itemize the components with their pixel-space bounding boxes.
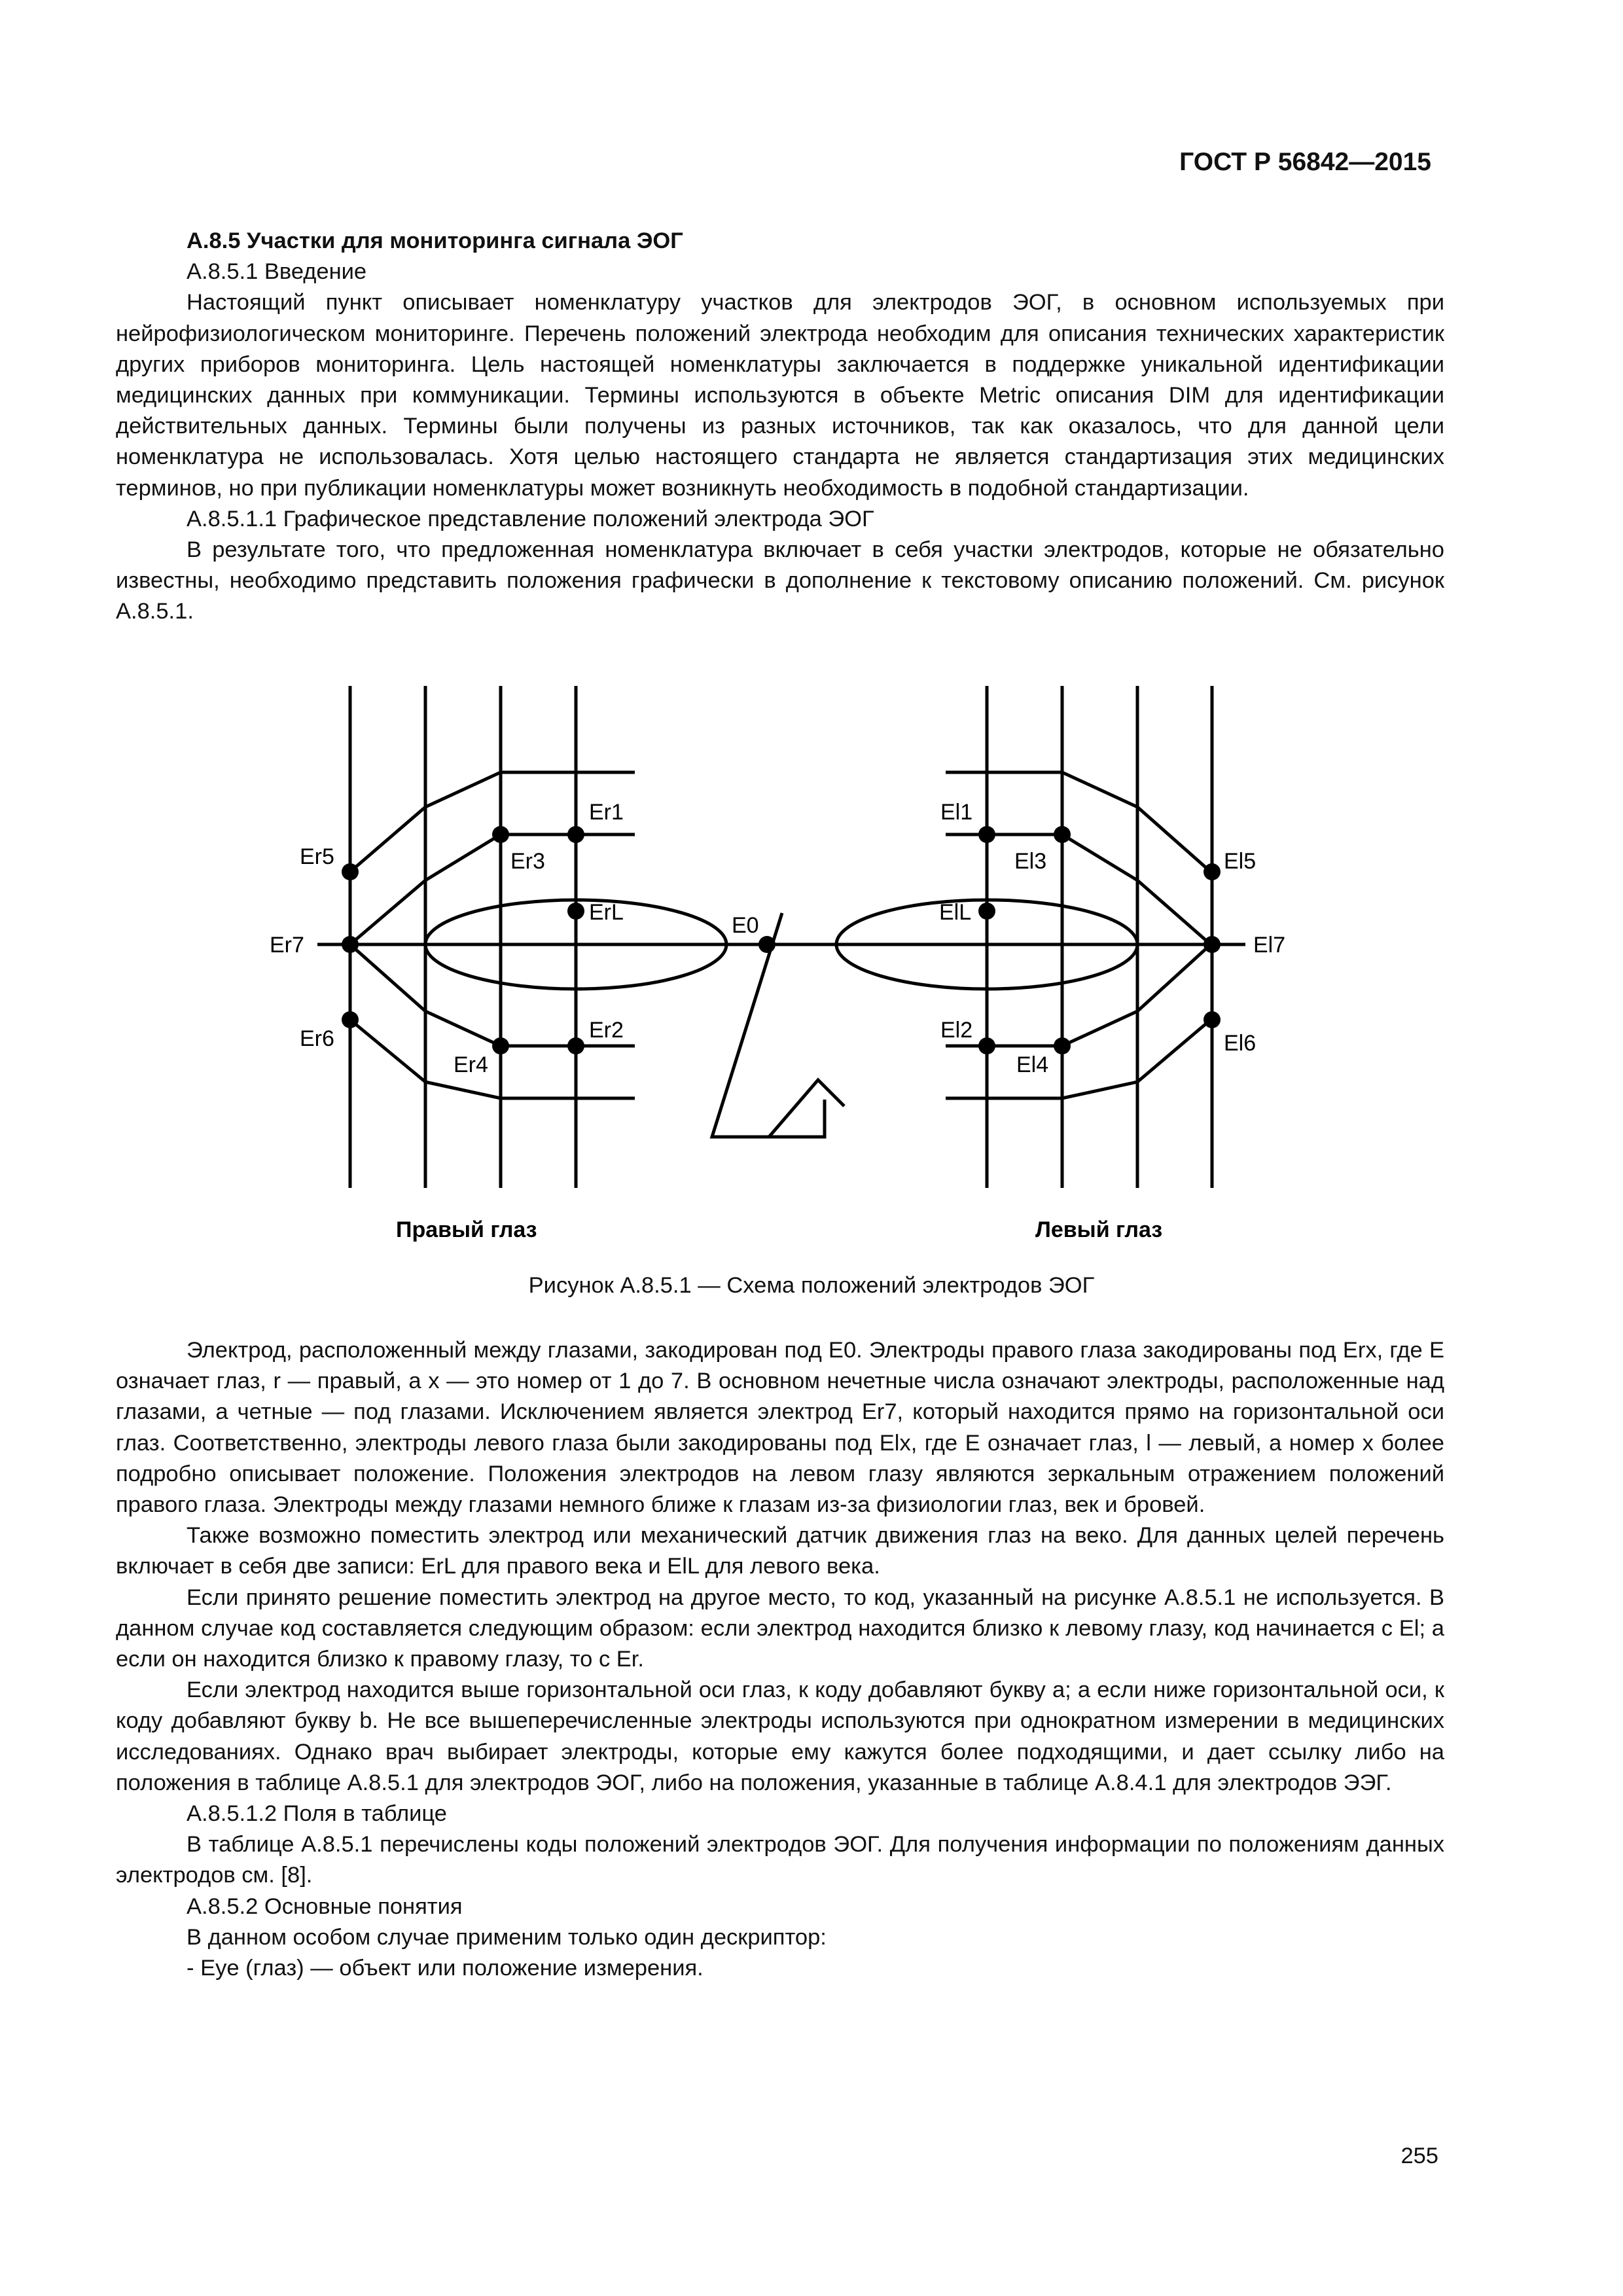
electrode-er5-dot (342, 863, 359, 880)
label-el2: El2 (940, 1018, 973, 1043)
electrode-diagram-svg (249, 681, 1361, 1257)
electrode-el5-dot (1204, 863, 1221, 880)
subsection-heading-graphic: А.8.5.1.1 Графическое представление положений электрода ЭОГ (187, 506, 874, 531)
label-right-eye: Правый глаз (396, 1217, 537, 1242)
section-heading: А.8.5 Участки для мониторинга сигнала ЭОГ (187, 228, 683, 253)
label-el7: El7 (1253, 933, 1286, 958)
electrode-diagram (249, 681, 1361, 1260)
electrode-er3-dot (492, 826, 509, 843)
nose-tip-line (769, 1080, 844, 1137)
body-paragraph-4: Если электрод находится выше горизонтальной оси глаз, к коду добавляют букву a; а если ниже горизонтальной оси, к коду добавляют букву b. Не все вышеперечисленные электроды используются при однократном измерении в медицинских исследованиях. Однако врач выбирает электроды, которые ему кажутся более подходящими, и дает ссылку либо на положения в таблице А.8.5.1 для электродов ЭОГ, либо на положения, указанные в таблице А.8.4.1 для электродов ЭЭГ. (116, 1677, 1444, 1795)
label-el1: El1 (940, 800, 973, 825)
electrode-er7-dot (342, 936, 359, 953)
label-erl: ErL (589, 900, 624, 925)
electrode-er1-dot (567, 826, 584, 843)
body-paragraph-3: Если принято решение поместить электрод на другое место, то код, указанный на рисунке А.8.5.1 не используется. В данном случае код составляется следующим образом: если электрод находится близко к левому глазу, код начинается с El; а если он находится близко к правому глазу, то с Er. (116, 1585, 1444, 1672)
label-er4: Er4 (454, 1052, 488, 1077)
label-e0: E0 (732, 913, 759, 938)
subsection-heading-concepts: А.8.5.2 Основные понятия (187, 1893, 463, 1919)
subsection-heading-fields: А.8.5.1.2 Поля в таблице (187, 1801, 447, 1827)
electrode-el3-dot (1054, 826, 1071, 843)
subsection-heading-intro: А.8.5.1 Введение (187, 259, 367, 285)
fields-paragraph: В таблице А.8.5.1 перечислены коды положений электродов ЭОГ. Для получения информации по положениям данных электродов см. [8]. (116, 1832, 1444, 1888)
label-el3: El3 (1014, 849, 1047, 874)
label-er1: Er1 (589, 800, 624, 825)
electrode-el2-dot (978, 1037, 995, 1054)
concepts-paragraph: В данном особом случае применим только один дескриптор: (187, 1924, 827, 1950)
bullet-item: - Eye (глаз) — объект или положение измерения. (187, 1956, 704, 1981)
electrode-el4-dot (1054, 1037, 1071, 1054)
label-er7: Er7 (270, 933, 304, 958)
figure-caption: Рисунок А.8.5.1 — Схема положений электродов ЭОГ (528, 1273, 1095, 1298)
electrode-erl-dot (567, 903, 584, 920)
label-er2: Er2 (589, 1018, 624, 1043)
electrode-el7-dot (1204, 936, 1221, 953)
document-id-header: ГОСТ Р 56842—2015 (1179, 148, 1431, 176)
right-upper-line (350, 834, 635, 944)
electrode-el1-dot (978, 826, 995, 843)
label-er3: Er3 (510, 849, 545, 874)
electrode-er4-dot (492, 1037, 509, 1054)
electrode-ell-dot (978, 903, 995, 920)
electrode-el6-dot (1204, 1011, 1221, 1028)
graphic-paragraph: В результате того, что предложенная номенклатура включает в себя участки электродов, которые не обязательно известны, необходимо представить положения графически в дополнение к текстовому описанию положений. См. рисунок А.8.5.1. (116, 537, 1444, 624)
label-el6: El6 (1224, 1031, 1257, 1056)
electrode-er6-dot (342, 1011, 359, 1028)
body-text (116, 1335, 1444, 1984)
body-paragraph-1: Электрод, расположенный между глазами, закодирован под E0. Электроды правого глаза закодированы под Erx, где E означает глаз, r — правый, а x — это номер от 1 до 7. В основном нечетные числа означают электроды, расположенные над глазами, а четные — под глазами. Исключением является электрод Er7, который находится прямо на горизонтальной оси глаз. Соответственно, электроды левого глаза были закодированы под Elx, где E означает глаз, l — левый, а номер x более подробно описывает положение. Положения электродов на левом глазу являются зеркальным отражением положений правого глаза. Электроды между глазами немного ближе к глазам из-за физиологии глаз, век и бровей. (116, 1338, 1444, 1518)
label-er5: Er5 (300, 844, 334, 869)
section-intro (116, 226, 1444, 628)
page-number: 255 (1400, 2144, 1438, 2168)
label-er6: Er6 (300, 1026, 334, 1051)
label-el5: El5 (1224, 849, 1257, 874)
electrode-e0-dot (758, 936, 776, 953)
intro-paragraph: Настоящий пункт описывает номенклатуру участков для электродов ЭОГ, в основном используемых при нейрофизиологическом мониторинге. Перечень положений электрода необходим для описания технических характеристик других приборов мониторинга. Цель настоящей номенклатуры заключается в поддержке уникальной идентификации медицинских данных при коммуникации. Термины используются в объекте Metric описания DIM для идентификации действительных данных. Термины были получены из разных источников, так как оказалось, что для данной цели номенклатура не использовалась. Хотя целью настоящего стандарта не является стандартизация этих медицинских терминов, но при публикации номенклатуры может возникнуть необходимость в подобной стандартизации. (116, 290, 1444, 501)
label-left-eye: Левый глаз (1035, 1217, 1163, 1242)
body-paragraph-2: Также возможно поместить электрод или механический датчик движения глаз на веко. Для данных целей перечень включает в себя две записи: ErL для правого века и ElL для левого века. (116, 1523, 1444, 1579)
electrode-er2-dot (567, 1037, 584, 1054)
label-el4: El4 (1016, 1052, 1049, 1077)
label-ell: ElL (939, 900, 972, 925)
